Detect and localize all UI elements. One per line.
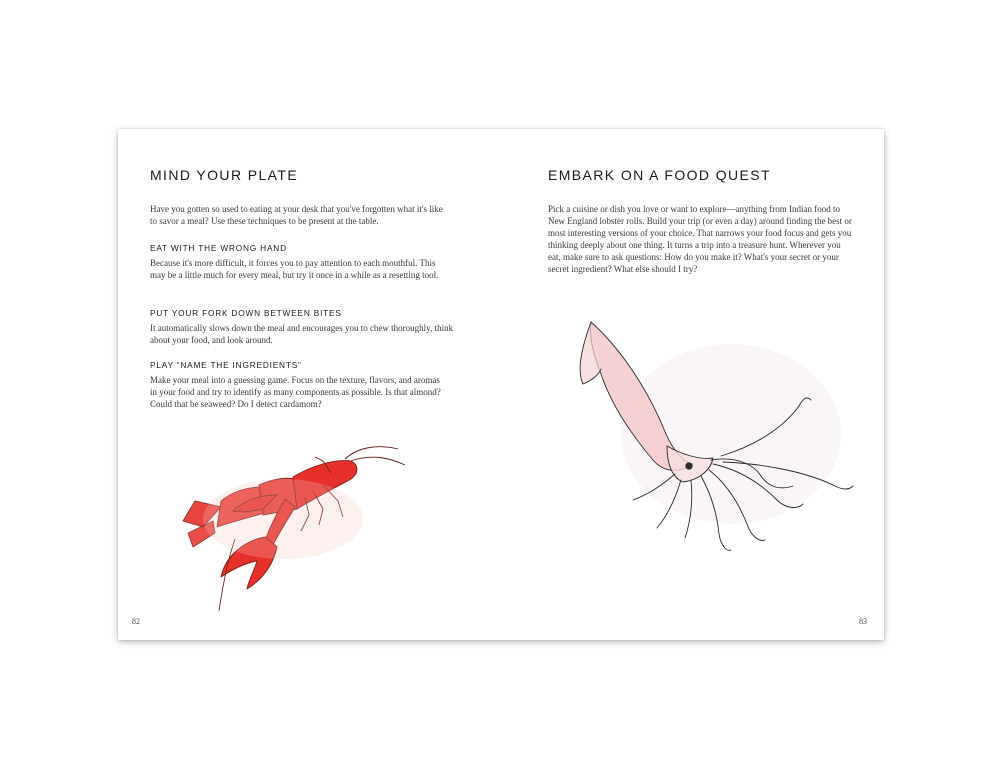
tip-title-wrong-hand: EAT WITH THE WRONG HAND xyxy=(150,243,287,253)
right-page-number: 83 xyxy=(859,617,867,626)
left-page-intro: Have you gotten so used to eating at your desk that you've forgotten what it's like to savor a meal? Use these techniques to be present at the table. xyxy=(150,204,443,226)
right-page-heading: EMBARK ON A FOOD QUEST xyxy=(548,167,771,183)
squid-illustration xyxy=(571,314,861,574)
tip-title-name-ingredients: PLAY “NAME THE INGREDIENTS” xyxy=(150,360,302,370)
book-spread xyxy=(118,129,884,640)
tip-body-wrong-hand: Because it's more difficult, it forces you to pay attention to each mouthful. This may be a little much for every meal, but try it once in a while as a resetting tool. xyxy=(150,258,439,280)
lobster-illustration xyxy=(173,429,413,614)
tip-body-fork-down: It automatically slows down the meal and encourages you to chew thoroughly, think about your food, and look around. xyxy=(150,323,454,345)
right-page xyxy=(501,129,884,640)
tip-title-fork-down: PUT YOUR FORK DOWN BETWEEN BITES xyxy=(150,308,342,318)
tip-body-name-ingredients: Make your meal into a guessing game. Focus on the texture, flavors, and aromas in your food and try to identify as many components as possible. Is that almond? Could that be seaweed? Do I detect cardamom? xyxy=(150,375,441,409)
right-page-body: Pick a cuisine or dish you love or want to explore—anything from Indian food to New England lobster rolls. Build your trip (or even a day) around finding the best or most interesting versions of your choice. That narrows your food focus and gets you thinking deeply about one thing. It turns a trip into a treasure hunt. Wherever you eat, make sure to ask questions: How do you make it? What's your secret or your secret ingredient? What else should I try? xyxy=(548,204,852,274)
left-page-number: 82 xyxy=(132,617,140,626)
left-page xyxy=(118,129,501,640)
left-page-heading: MIND YOUR PLATE xyxy=(150,167,299,183)
